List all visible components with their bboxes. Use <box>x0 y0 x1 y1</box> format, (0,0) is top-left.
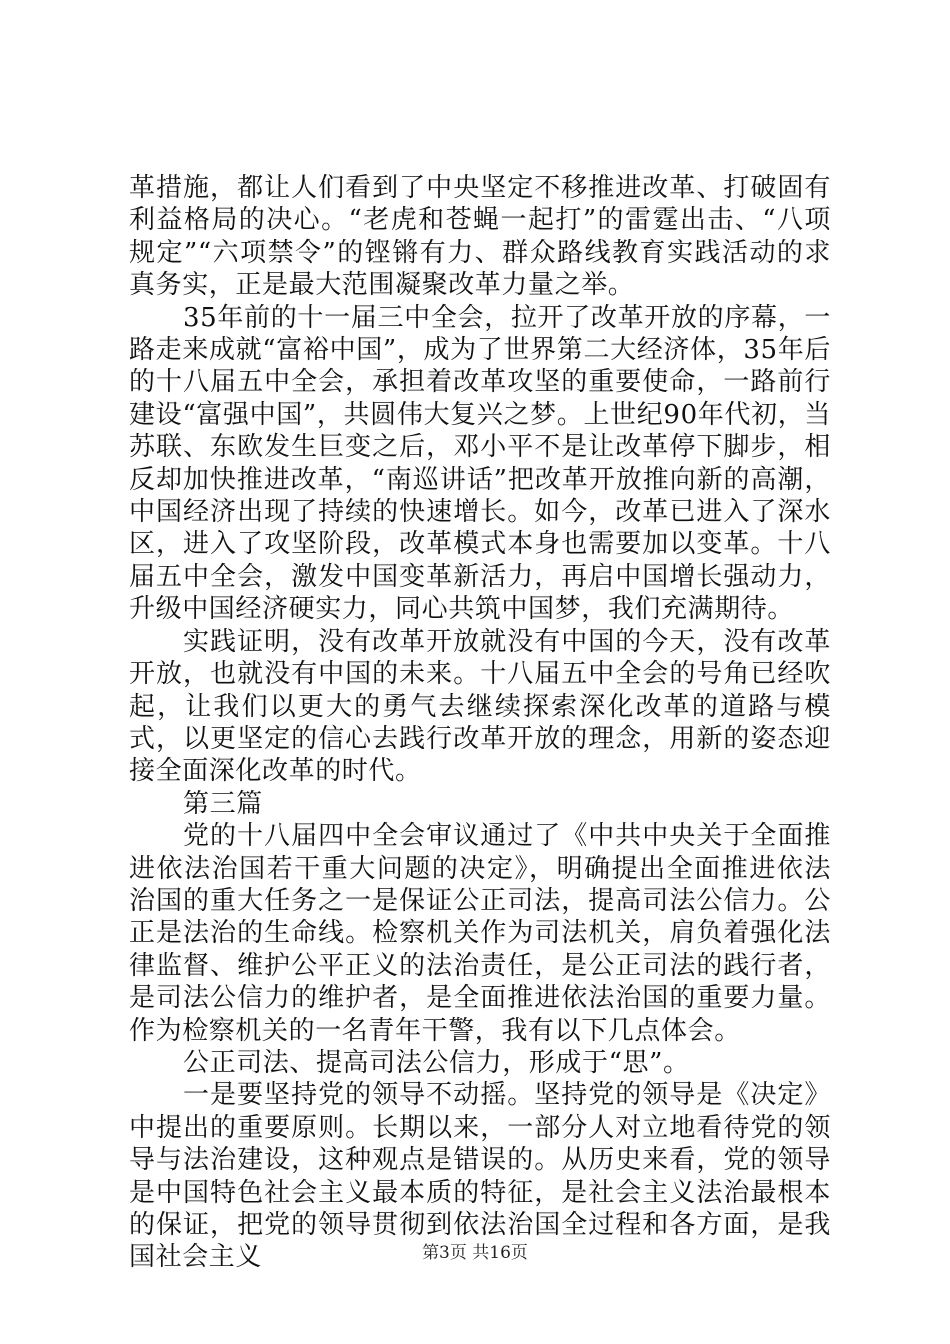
document-body <box>129 172 831 1274</box>
section-heading: 第三篇 <box>183 788 263 819</box>
page-number-label: 第3页 共16页 <box>422 1243 528 1263</box>
paragraph-6: 一是要坚持党的领导不动摇。坚持党的领导是《决定》中提出的重要原则。长期以来，一部分人对立地看待党的领导与法治建设，这种观点是错误的。从历史来看，党的领导是中国特色社会主义最本质的特征，是社会主义法治最根本的保证，把党的领导贯彻到依法治国全过程和各方面，是我国社会主义 <box>129 1080 831 1273</box>
paragraph-5: 公正司法、提高司法公信力，形成于“思”。 <box>183 1047 690 1078</box>
paragraph-1: 革措施，都让人们看到了中央坚定不移推进改革、打破固有利益格局的决心。“老虎和苍蝇一起打”的雷霆出击、“八项规定”“六项禁令”的铿锵有力、群众路线教育实践活动的求真务实，正是最大范围凝聚改革力量之举。 <box>129 173 831 301</box>
page-footer <box>0 1242 950 1264</box>
paragraph-2: 35年前的十一届三中全会，拉开了改革开放的序幕，一路走来成就“富裕中国”，成为了世界第二大经济体，35年后的十八届五中全会，承担着改革攻坚的重要使命，一路前行建设“富强中国”，共圆伟大复兴之梦。上世纪90年代初，当苏联、东欧发生巨变之后，邓小平不是让改革停下脚步，相反却加快推进改革，“南巡讲话”把改革开放推向新的高潮，中国经济出现了持续的快速增长。如今，改革已进入了深水区，进入了攻坚阶段，改革模式本身也需要加以变革。十八届五中全会，激发中国变革新活力，再启中国增长强动力，升级中国经济硬实力，同心共筑中国梦，我们充满期待。 <box>129 302 831 625</box>
paragraph-3: 实践证明，没有改革开放就没有中国的今天，没有改革开放，也就没有中国的未来。十八届五中全会的号角已经吹起，让我们以更大的勇气去继续探索深化改革的道路与模式，以更坚定的信心去践行改革开放的理念，用新的姿态迎接全面深化改革的时代。 <box>129 626 831 787</box>
paragraph-4: 党的十八届四中全会审议通过了《中共中央关于全面推进依法治国若干重大问题的决定》，明确提出全面推进依法治国的重大任务之一是保证公正司法，提高司法公信力。公正是法治的生命线。检察机关作为司法机关，肩负着强化法律监督、维护公平正义的法治责任，是公正司法的践行者，是司法公信力的维护者，是全面推进依法治国的重要力量。作为检察机关的一名青年干警，我有以下几点体会。 <box>129 821 831 1046</box>
